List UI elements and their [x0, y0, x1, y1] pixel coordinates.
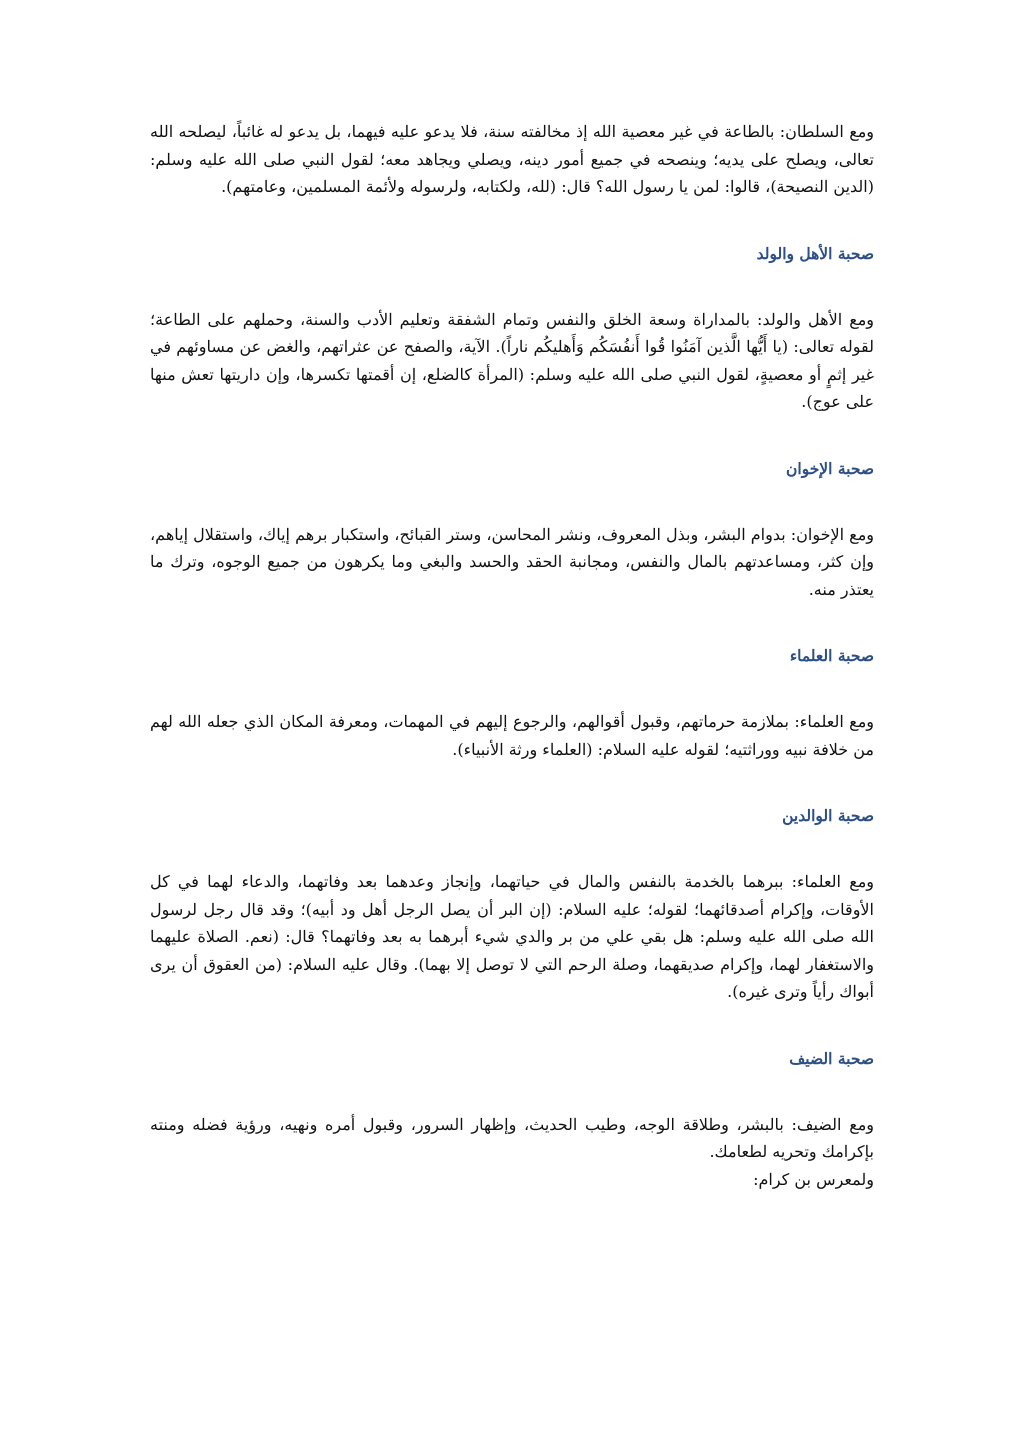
spacer [150, 1006, 874, 1045]
paragraph-guest: ومع الضيف: بالبشر، وطلاقة الوجه، وطيب الحديث، وإظهار السرور، وقبول أمره ونهيه، ورؤية فضله ومنته بإكرامك وتحريه لطعامك. [150, 1114, 874, 1161]
paragraph-family: ومع الأهل والولد: بالمداراة وسعة الخلق والنفس وتمام الشفقة وتعليم الأدب والسنة، وحملهم على الطاعة؛ لقوله تعالى: (يا أَيُّها الَّذين آمَنُوا قُوا أَنفُسَكُم وَأَهليكُم ناراً). الآية، والصفح عن عثراتهم، والغض عن مساوئهم في غير إثمٍ أو معصيةٍ، لقول النبي صلى الله عليه وسلم: (المرأة كالضلع، إن أقمتها تكسرها، وإن داريتها تعش منها على عوج). [150, 309, 875, 411]
closing-line: ولمعرس بن كرام: [753, 1169, 874, 1189]
spacer [150, 829, 874, 868]
spacer [150, 669, 874, 708]
heading-brothers: صحبة الإخوان [786, 458, 874, 478]
spacer [150, 201, 874, 240]
document-page [150, 118, 874, 1193]
spacer [150, 1072, 874, 1111]
spacer [150, 416, 874, 455]
spacer [150, 763, 874, 802]
paragraph-scholars: ومع العلماء: بملازمة حرماتهم، وقبول أقوالهم، والرجوع إليهم في المهمات، ومعرفة المكان الذي جعله الله لهم من خلافة نبيه ووراثتيه؛ لقوله عليه السلام: (العلماء ورثة الأنبياء). [150, 712, 874, 759]
heading-parents: صحبة الوالدين [782, 806, 874, 825]
spacer [150, 603, 874, 642]
heading-guest: صحبة الضيف [789, 1048, 874, 1068]
spacer [150, 482, 874, 521]
intro-paragraph: ومع السلطان: بالطاعة في غير معصية الله إذ مخالفته سنة، فلا يدعو عليه فيهما، بل يدعو له غائباً، ليصلحه الله تعالى، ويصلح على يديه؛ وينصحه في جميع أمور دينه، ويصلي ويجاهد معه؛ لقول النبي صلى الله عليه وسلم: (الدين النصيحة)، قالوا: لمن يا رسول الله؟ قال: (لله، ولكتابه، ولرسوله ولأئمة المسلمين، وعامتهم). [150, 122, 874, 196]
paragraph-parents: ومع العلماء: ببرهما بالخدمة بالنفس والمال في حياتهما، وإنجاز وعدهما بعد وفاتهما، والدعاء لهما في كل الأوقات، وإكرام أصدقائهما؛ لقوله؛ عليه السلام: (إن البر أن يصل الرجل أهل ود أبيه)؛ وقد قال رجل لرسول الله صلى الله عليه وسلم: هل بقي علي من بر والدي شيء أبرهما به بعد وفاتهما؟ قال: (نعم. الصلاة عليهما والاستغفار لهما، وإكرام صديقهما، وصلة الرحم التي لا توصل إلا بهما). وقال عليه السلام: (من العقوق أن يرى أبواك رأياً وترى غيره). [150, 872, 875, 1001]
heading-family: صحبة الأهل والولد [756, 243, 874, 263]
paragraph-brothers: ومع الإخوان: بدوام البشر، وبذل المعروف، ونشر المحاسن، وستر القبائح، واستكبار برهم إياك، واستقلال إياهم، وإن كثر، ومساعدتهم بالمال والنفس، ومجانبة الحقد والحسد والبغي وما يكرهون من جميع الوجوه، وترك ما يعتذر منه. [150, 524, 874, 599]
heading-scholars: صحبة العلماء [789, 646, 874, 665]
spacer [150, 267, 874, 306]
